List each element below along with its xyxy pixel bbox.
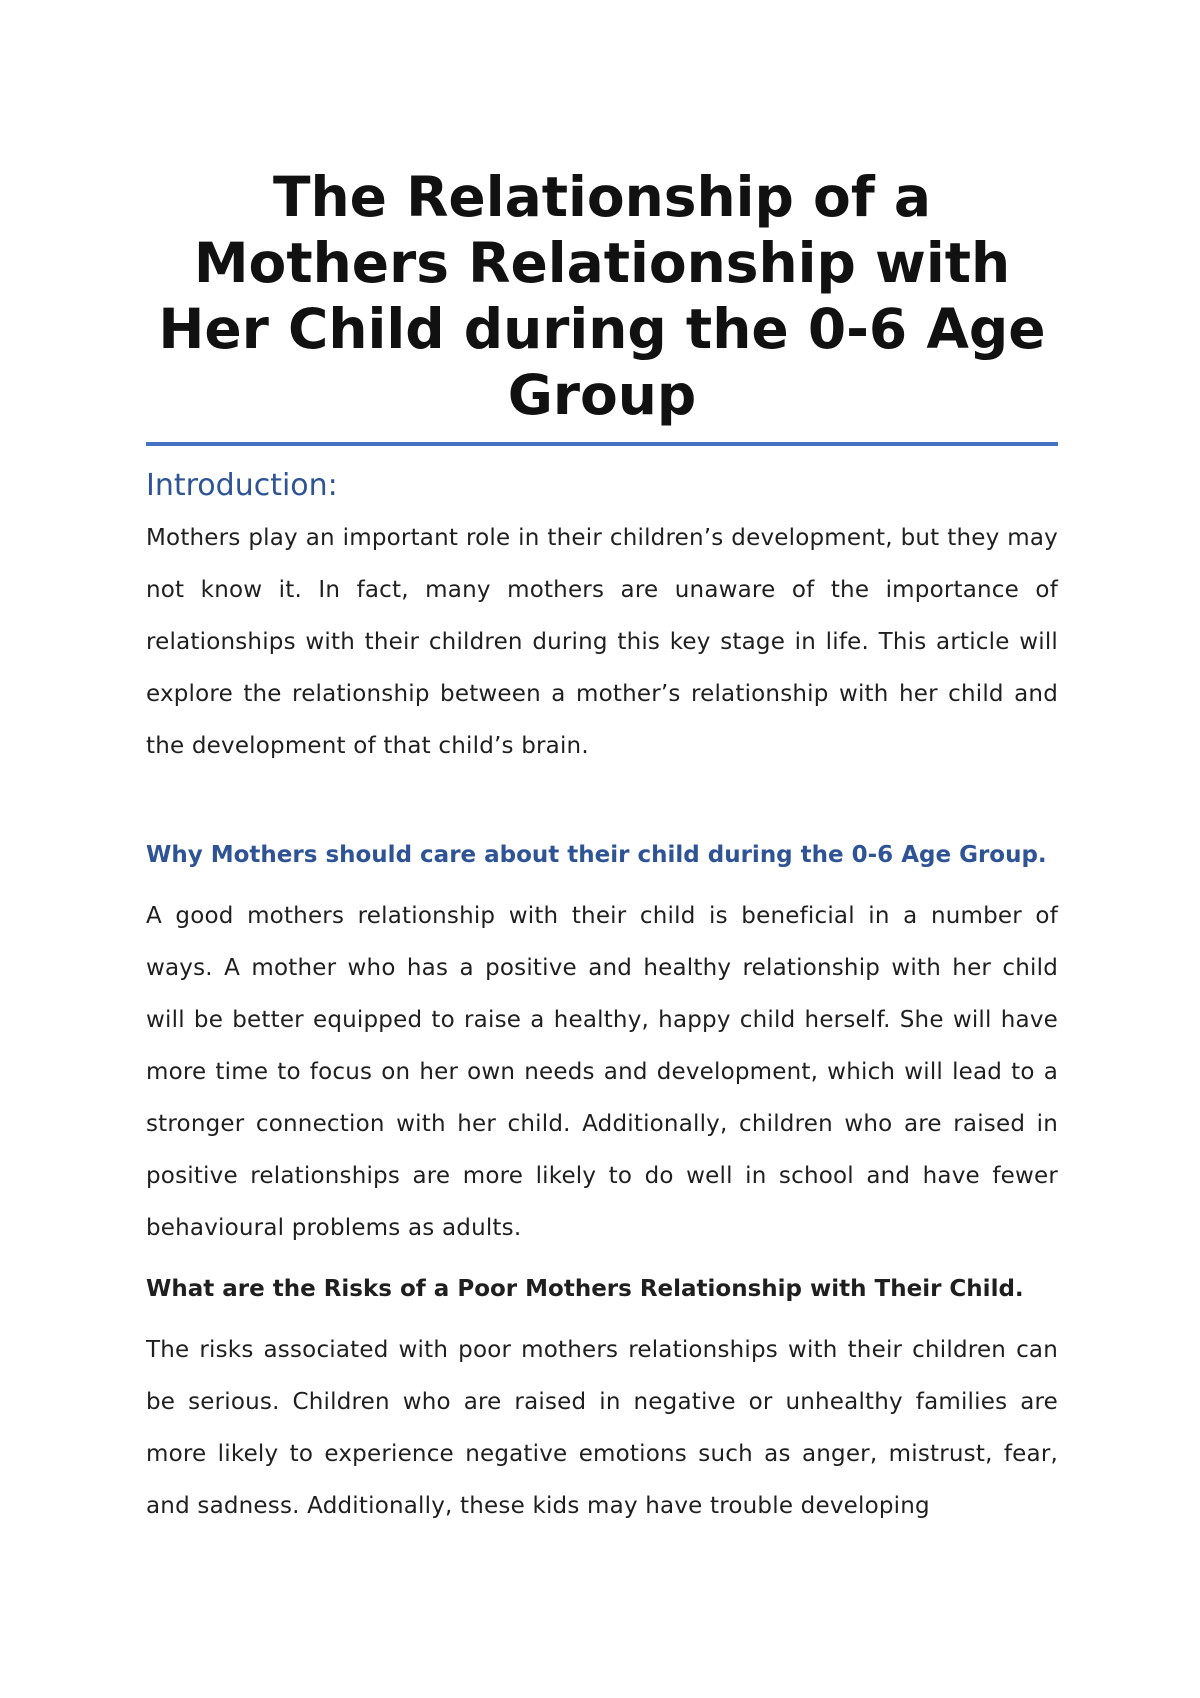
title-divider: [146, 442, 1058, 446]
document-title: The Relationship of a Mothers Relationship with Her Child during the 0-6 Age Group: [158, 165, 1046, 427]
document-page: [146, 0, 1058, 1698]
risks-section-heading: What are the Risks of a Poor Mothers Relationship with Their Child.: [146, 1276, 1024, 1302]
introduction-heading: Introduction:: [146, 468, 338, 503]
introduction-paragraph: Mothers play an important role in their children’s development, but they may not know it. In fact, many mothers are unaware of the importance of relationships with their children during this key stage in life. This article will explore the relationship between a mother’s relationship with her child and the development of that child’s brain.: [146, 525, 1058, 759]
why-section-paragraph: A good mothers relationship with their child is beneficial in a number of ways. A mother who has a positive and healthy relationship with her child will be better equipped to raise a healthy, happy child herself. She will have more time to focus on her own needs and development, which will lead to a stronger connection with her child. Additionally, children who are raised in positive relationships are more likely to do well in school and have fewer behavioural problems as adults.: [146, 903, 1058, 1241]
risks-section-paragraph: The risks associated with poor mothers relationships with their children can be serious. Children who are raised in negative or unhealthy families are more likely to experience negative emotions such as anger, mistrust, fear, and sadness. Additionally, these kids may have trouble developing: [146, 1337, 1058, 1519]
why-section-heading: Why Mothers should care about their child during the 0-6 Age Group.: [146, 842, 1047, 868]
